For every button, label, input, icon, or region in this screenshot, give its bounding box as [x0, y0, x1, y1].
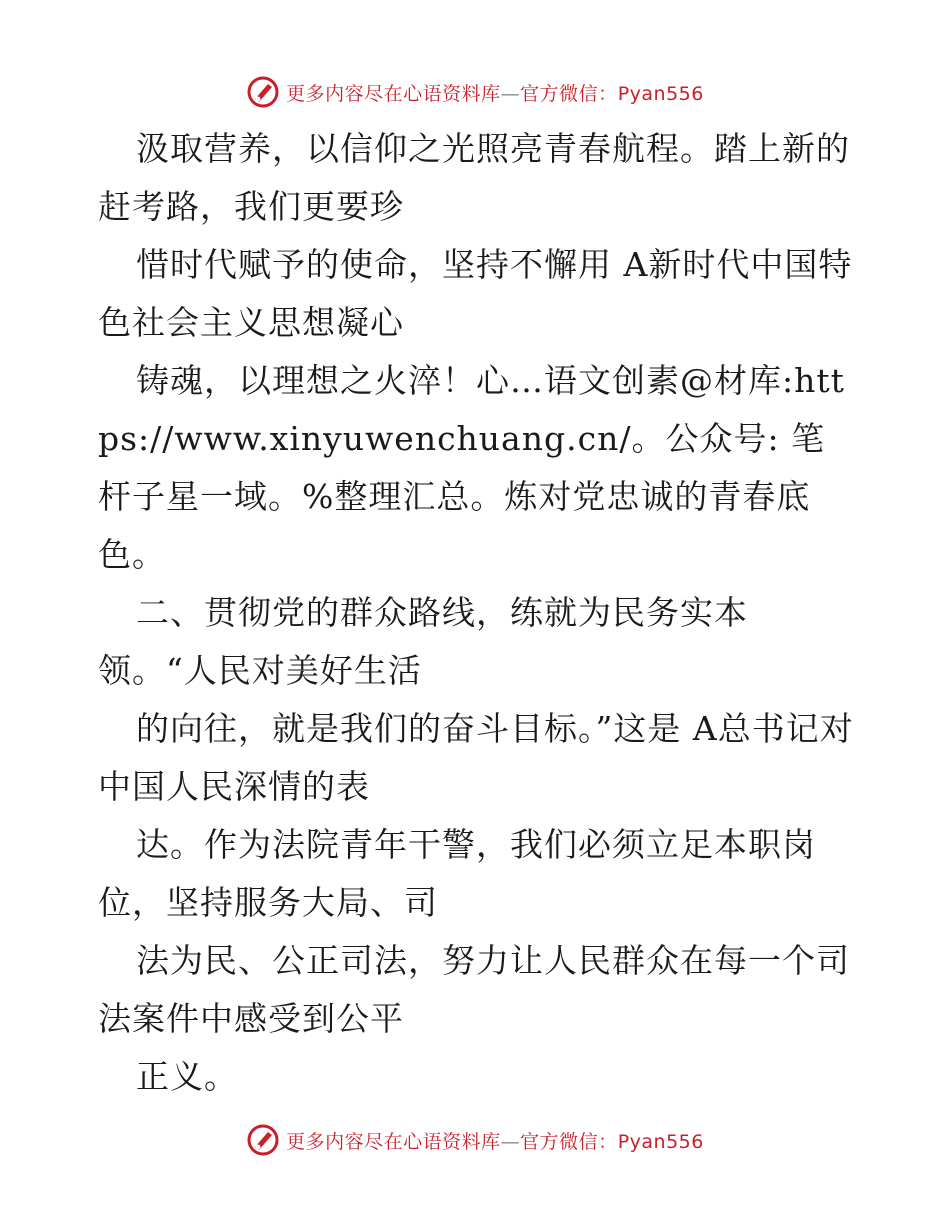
paragraph-1: 汲取营养，以信仰之光照亮青春航程。踏上新的赶考路，我们更要珍 [98, 129, 850, 226]
paragraph-6: 达。作为法院青年干警，我们必须立足本职岗位，坚持服务大局、司 [98, 825, 816, 922]
paragraph-8: 正义。 [136, 1057, 238, 1096]
paragraph-2: 惜时代赋予的使命，坚持不懈用 A新时代中国特色社会主义思想凝心 [98, 245, 853, 342]
header-separator: — [500, 82, 521, 105]
document-body [98, 120, 858, 1106]
paragraph-4: 二、贯彻党的群众路线，练就为民务实本领。“人民对美好生活 [98, 593, 748, 690]
page-header-banner [0, 72, 950, 112]
footer-site-name: 更多内容尽在心语资料库 [286, 1130, 501, 1153]
header-banner-text [286, 79, 704, 106]
red-circle-pen-logo-icon [246, 1123, 280, 1157]
page-footer-banner [0, 1120, 950, 1160]
paragraph-3: 铸魂，以理想之火淬！心…语文创素@材库:https://www.xinyuwenchuang.cn/。公众号: 笔杆子星一域。%整理汇总。炼对党忠诚的青春底色。 [98, 361, 845, 574]
footer-wechat-label: 官方微信： [520, 1130, 618, 1153]
header-wechat-id: Pyan556 [617, 82, 704, 105]
header-site-name: 更多内容尽在心语资料库 [286, 82, 501, 105]
paragraph-7: 法为民、公正司法，努力让人民群众在每一个司法案件中感受到公平 [98, 941, 850, 1038]
header-wechat-label: 官方微信： [520, 82, 618, 105]
paragraph-5: 的向往，就是我们的奋斗目标。”这是 A总书记对中国人民深情的表 [98, 709, 854, 806]
footer-wechat-id: Pyan556 [617, 1130, 704, 1153]
footer-separator: — [500, 1130, 521, 1153]
red-circle-pen-logo-icon [246, 75, 280, 109]
footer-banner-text [286, 1127, 704, 1154]
